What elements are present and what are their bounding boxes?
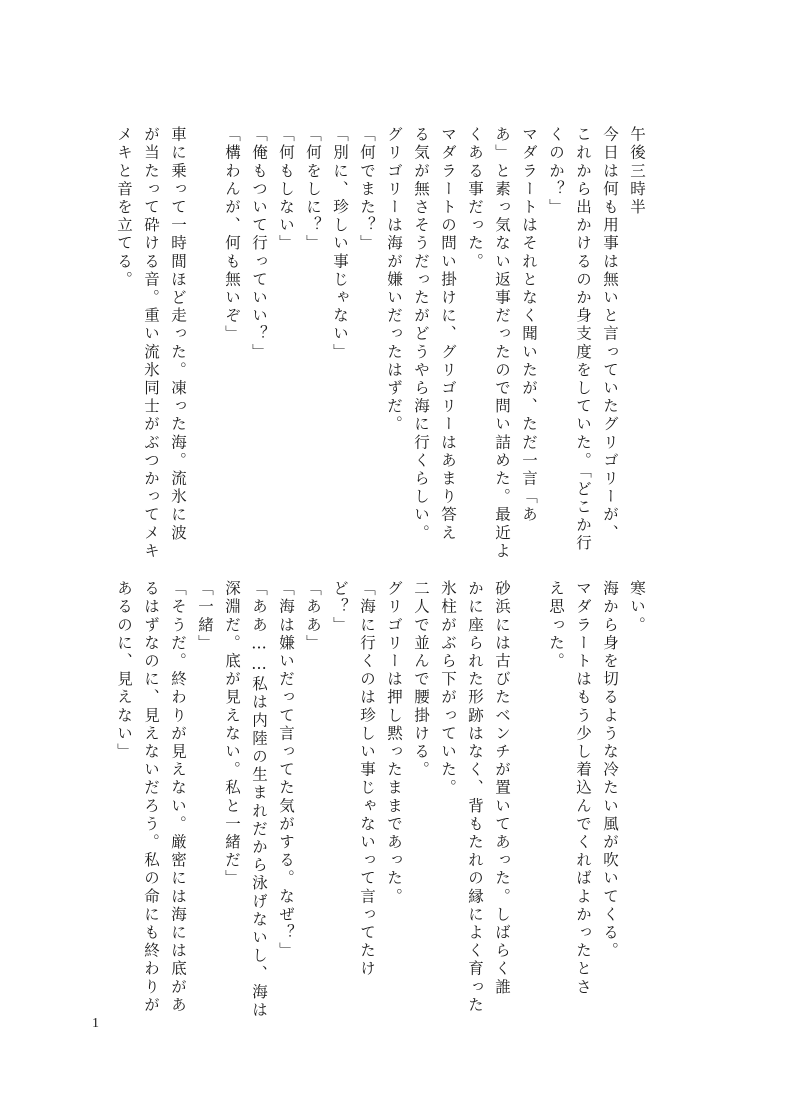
dialogue-line: 「何をしに？」 xyxy=(304,126,322,253)
blank-line xyxy=(191,126,218,526)
dialogue-line: 深淵だ。底が見えない。私と一緒だ」 xyxy=(223,580,241,888)
text-line: 午後三時半 xyxy=(628,126,646,217)
page-number: 1 xyxy=(92,1016,99,1031)
text-line: 氷柱がぶら下がっていた。 xyxy=(439,580,457,798)
text-line: る気が無さそうだったがどうやら海に行くらしい。 xyxy=(412,126,430,543)
dialogue-line: るはずなのに、見えないだろう。私の命にも終わりが xyxy=(142,580,160,1015)
text-line: マダラートはもう少し着込んでくればよかったとさ xyxy=(574,580,592,997)
text-line: かに座られた形跡はなく、背もたれの縁によく育った xyxy=(466,580,484,1015)
dialogue-line: 「ああ」 xyxy=(304,580,322,653)
dialogue-line: 「そうだ。終わりが見えない。厳密には海には底があ xyxy=(169,580,187,1015)
dialogue-line: 「海は嫌いだって言ってた気がする。なぜ？」 xyxy=(277,580,295,961)
dialogue-line: 「何でまた？」 xyxy=(358,126,376,253)
dialogue-line: ど？」 xyxy=(331,580,349,635)
text-line: 今日は何も用事は無いと言っていたグリゴリーが、 xyxy=(601,126,619,543)
dialogue-line: 「一緒」 xyxy=(196,580,214,653)
dialogue-line: 「俺もついて行っていい？」 xyxy=(250,126,268,362)
text-line: え思った。 xyxy=(547,580,565,671)
text-line: 車に乗って一時間ほど走った。凍った海。流氷に波 xyxy=(169,126,187,543)
dialogue-line: 「別に、珍しい事じゃない」 xyxy=(331,126,349,362)
text-line: あ」と素っ気ない返事だったので問い詰めた。最近よ xyxy=(493,126,511,561)
text-line: くある事だった。 xyxy=(466,126,484,271)
text-line: 砂浜には古びたベンチが置いてあった。しばらく誰 xyxy=(493,580,511,997)
dialogue-line: 「何もしない」 xyxy=(277,126,295,253)
text-line: メキと音を立てる。 xyxy=(115,126,133,289)
dialogue-line: あるのに、見えない」 xyxy=(115,580,133,761)
text-line: くのか？」 xyxy=(547,126,565,217)
text-block-bottom xyxy=(110,580,650,1020)
text-line: これから出かけるのか身支度をしていた。「どこか行 xyxy=(574,126,592,553)
dialogue-line: 「構わんが、何も無いぞ」 xyxy=(223,126,241,344)
text-line: 二人で並んで腰掛ける。 xyxy=(412,580,430,780)
dialogue-line: 「ああ……私は内陸の生まれだから泳げないし、海は xyxy=(250,580,268,1020)
blank-line xyxy=(515,580,542,990)
text-line: マダラートはそれとなく聞いたが、ただ一言「あ xyxy=(520,126,538,525)
dialogue-line: 「海に行くのは珍しい事じゃないって言ってたけ xyxy=(358,580,376,979)
text-line: マダラートの問い掛けに、グリゴリーはあまり答え xyxy=(439,126,457,543)
text-line: グリゴリーは海が嫌いだったはずだ。 xyxy=(385,126,403,434)
text-line: 海から身を切るような冷たい風が吹いてくる。 xyxy=(601,580,619,961)
text-line: 寒い。 xyxy=(628,580,646,635)
text-block-top xyxy=(110,126,650,561)
text-line: グリゴリーは押し黙ったままであった。 xyxy=(385,580,403,906)
text-line: が当たって砕ける音。重い流氷同士がぶつかってメキ xyxy=(142,126,160,561)
